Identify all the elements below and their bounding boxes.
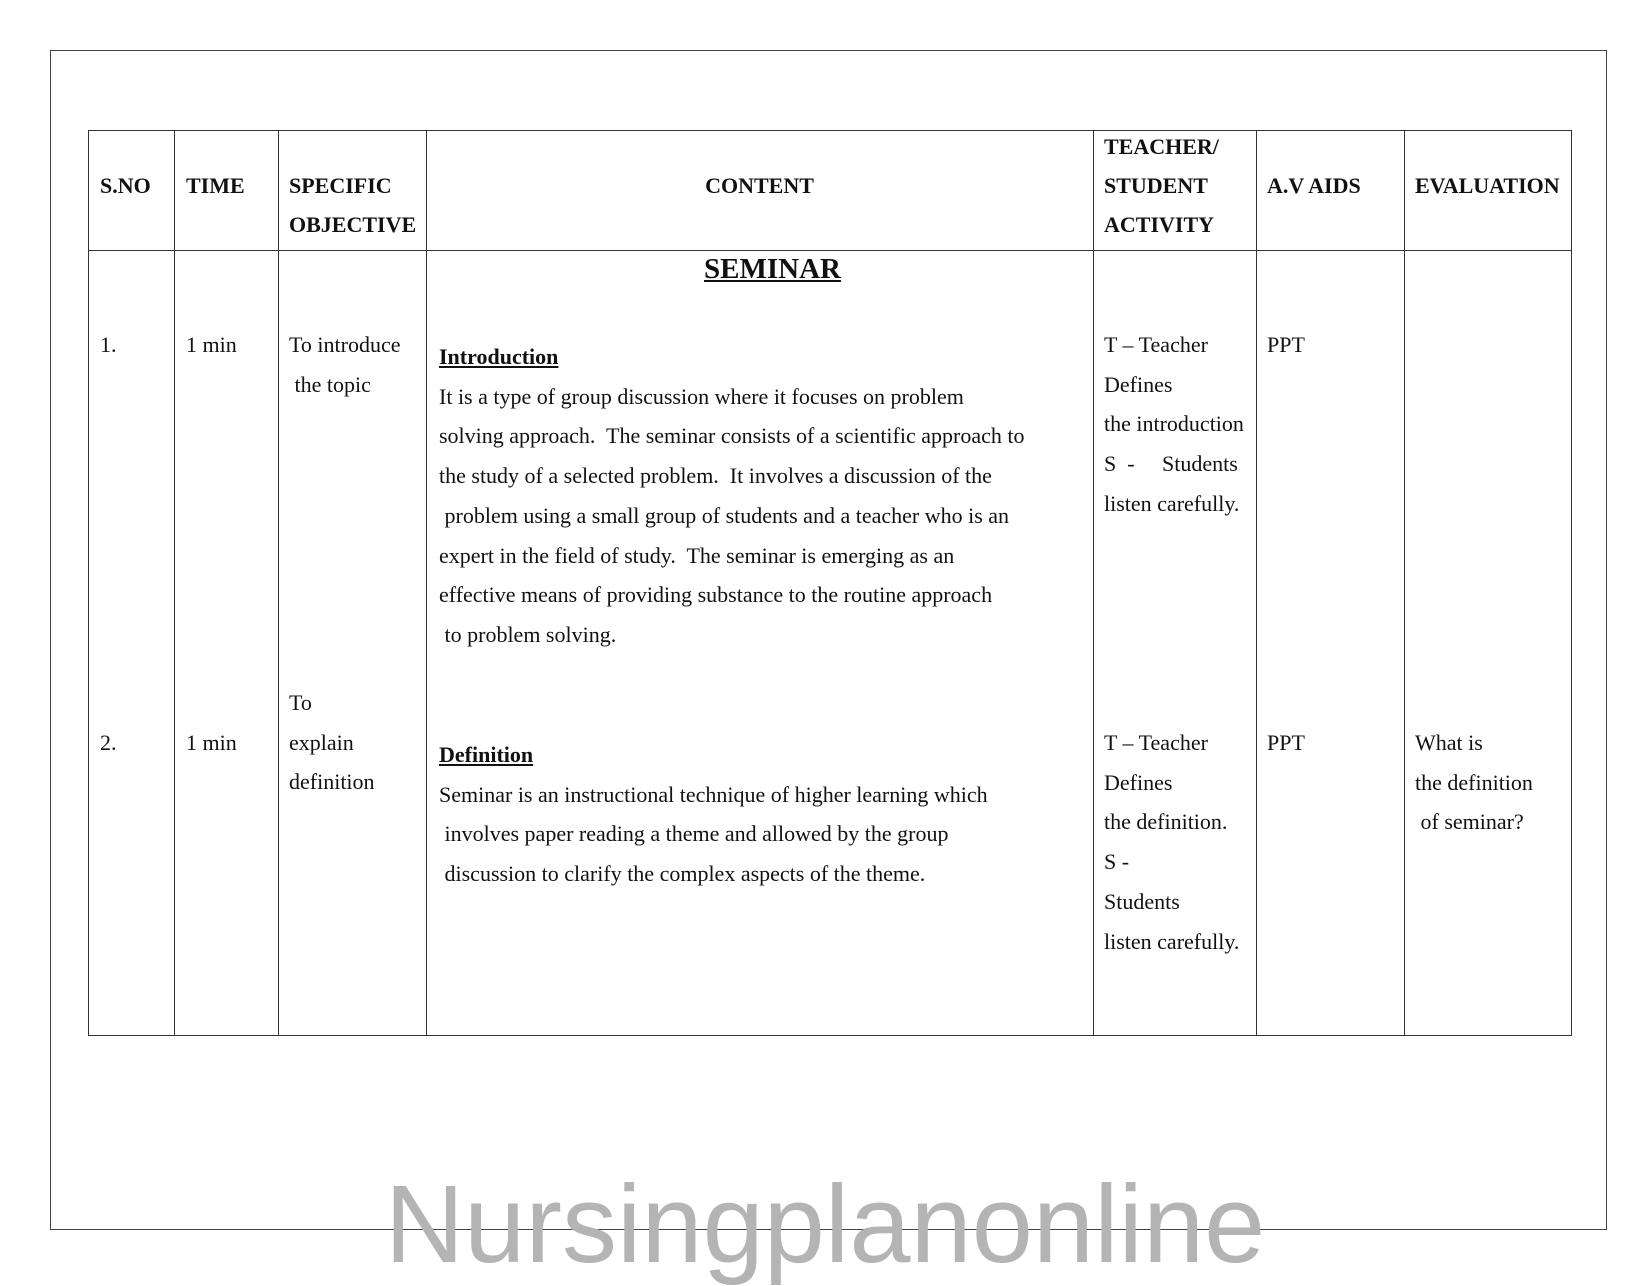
header-objective-line2: OBJECTIVE — [289, 212, 417, 237]
column-divider — [426, 131, 427, 1035]
content-line: effective means of providing substance to the routine approach — [439, 582, 993, 608]
content-line: problem using a small group of students and a teacher who is an — [439, 502, 1010, 528]
row-objective — [289, 683, 375, 802]
objective-line: the topic — [289, 371, 371, 397]
row-time: 1 min — [186, 730, 237, 755]
header-divider — [89, 250, 1571, 251]
header-activity-line2: STUDENT — [1104, 173, 1208, 198]
row-av-aids: PPT — [1267, 332, 1305, 357]
activity-line: T – Teacher — [1104, 730, 1208, 755]
objective-line: To — [289, 690, 312, 715]
activity-line: the definition. — [1104, 809, 1228, 835]
content-line: the study of a selected problem. It involves a discussion of the — [439, 463, 992, 489]
row-sno: 1. — [100, 332, 117, 357]
lesson-plan-table — [88, 130, 1572, 1036]
seminar-title: SEMINAR — [704, 253, 841, 285]
content-line: It is a type of group discussion where it focuses on problem — [439, 383, 964, 409]
evaluation-line: of seminar? — [1415, 809, 1524, 835]
column-divider — [174, 131, 175, 1035]
activity-line: Defines — [1104, 371, 1173, 397]
row-av-aids: PPT — [1267, 730, 1305, 755]
evaluation-line: What is — [1415, 730, 1483, 755]
header-objective-line1: SPECIFIC — [289, 173, 392, 198]
row-time: 1 min — [186, 332, 237, 357]
activity-line: listen carefully. — [1104, 928, 1240, 954]
row-activity — [1104, 723, 1256, 961]
header-content: CONTENT — [705, 173, 814, 198]
objective-line: definition — [289, 769, 375, 795]
activity-line: Defines — [1104, 769, 1173, 795]
content-line: to problem solving. — [439, 621, 617, 647]
content-section-title: Introduction — [439, 344, 559, 369]
content-line: solving approach. The seminar consists of a scientific approach to — [439, 423, 1025, 449]
column-divider — [1093, 131, 1094, 1035]
row-evaluation — [1415, 723, 1533, 842]
header-activity-line3: ACTIVITY — [1104, 212, 1215, 237]
activity-line: the introduction — [1104, 411, 1244, 437]
column-divider — [278, 131, 279, 1035]
row-content — [439, 735, 988, 894]
column-divider — [1256, 131, 1257, 1035]
objective-line: explain — [289, 729, 354, 755]
objective-line: To introduce — [289, 332, 401, 357]
header-evaluation: EVALUATION — [1415, 173, 1560, 198]
content-line: discussion to clarify the complex aspects of the theme. — [439, 861, 926, 887]
header-sno: S.NO — [100, 173, 151, 198]
activity-line: S - Students — [1104, 451, 1238, 477]
evaluation-line: the definition — [1415, 769, 1533, 795]
content-line: involves paper reading a theme and allowed by the group — [439, 821, 949, 847]
row-sno: 2. — [100, 730, 117, 755]
content-section-title: Definition — [439, 742, 534, 767]
row-activity — [1104, 325, 1256, 524]
activity-line: S - — [1104, 849, 1130, 875]
column-divider — [1404, 131, 1405, 1035]
activity-line: listen carefully. — [1104, 490, 1240, 516]
row-objective — [289, 325, 400, 404]
header-time: TIME — [186, 173, 245, 198]
activity-line: T – Teacher — [1104, 332, 1208, 357]
watermark-text: Nursingplanonline — [384, 1163, 1266, 1286]
header-av-aids: A.V AIDS — [1267, 173, 1361, 198]
activity-line: Students — [1104, 888, 1180, 914]
row-content — [439, 337, 1024, 655]
header-activity-line1: TEACHER/ — [1104, 134, 1219, 159]
content-line: expert in the field of study. The seminar is emerging as an — [439, 542, 955, 568]
content-line: Seminar is an instructional technique of higher learning which — [439, 781, 988, 807]
